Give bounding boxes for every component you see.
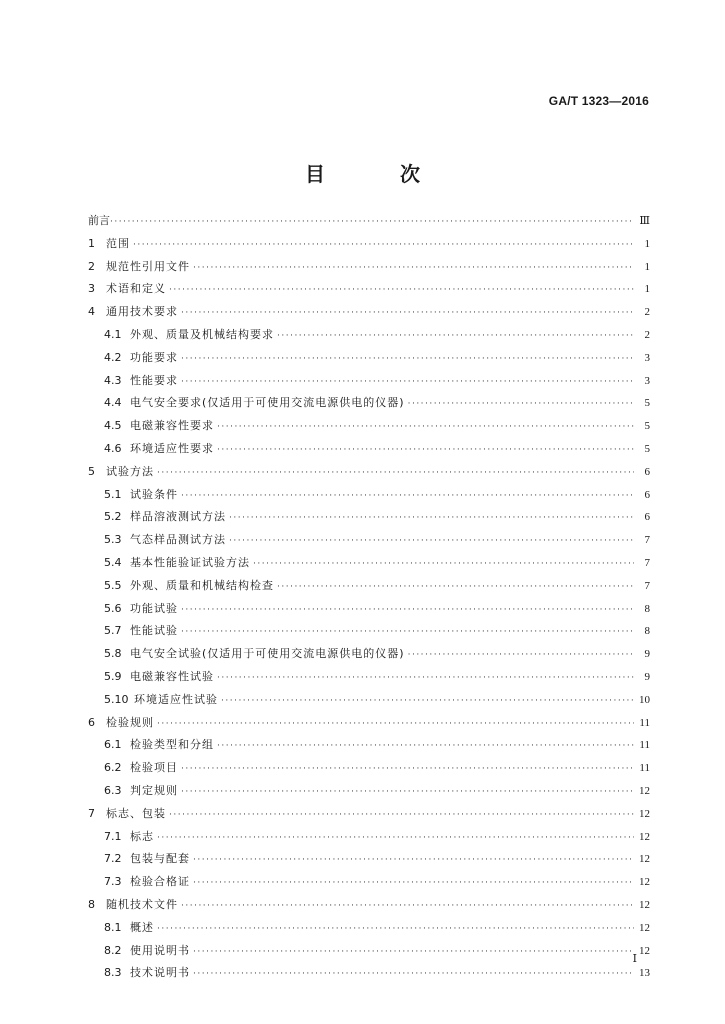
toc-entry-label: 检验规则 bbox=[106, 715, 154, 729]
toc-entry-page: 11 bbox=[639, 716, 650, 729]
toc-entry[interactable] bbox=[88, 944, 650, 967]
dot-leader bbox=[157, 717, 634, 731]
toc-entry-label: 检验类型和分组 bbox=[130, 738, 214, 752]
toc-entry[interactable] bbox=[88, 374, 650, 397]
dot-leader bbox=[193, 261, 634, 275]
toc-entry-label: 包装与配套 bbox=[130, 852, 190, 866]
toc-entry-number: 5 bbox=[88, 464, 95, 478]
page-title: 目 次 bbox=[305, 162, 454, 186]
dot-leader bbox=[221, 694, 634, 708]
toc-entry-number: 前言 bbox=[88, 214, 110, 227]
dot-leader bbox=[181, 785, 634, 799]
toc-entry-page: 13 bbox=[639, 967, 650, 980]
toc-entry[interactable] bbox=[88, 716, 650, 739]
toc-entry-label: 性能要求 bbox=[130, 373, 178, 387]
toc-entry-page: 11 bbox=[639, 739, 650, 752]
dot-leader bbox=[157, 922, 634, 936]
toc-entry-label: 规范性引用文件 bbox=[106, 259, 190, 273]
toc-entry-label: 基本性能验证试验方法 bbox=[130, 555, 250, 569]
toc-entry-page: 5 bbox=[644, 420, 650, 433]
toc-entry-number: 6.2 bbox=[104, 761, 122, 775]
toc-entry-label: 外观、质量和机械结构检查 bbox=[130, 578, 274, 592]
toc-entry-page: 8 bbox=[644, 625, 650, 638]
toc-entry-number: 6.3 bbox=[104, 783, 122, 797]
toc-entry[interactable] bbox=[88, 647, 650, 670]
dot-leader bbox=[169, 283, 634, 297]
toc-entry[interactable] bbox=[88, 533, 650, 556]
toc-entry-number: 7.3 bbox=[104, 875, 122, 889]
toc-entry[interactable] bbox=[88, 214, 650, 237]
toc-entry-page: 12 bbox=[639, 921, 650, 934]
toc-entry-page: 3 bbox=[644, 351, 650, 364]
toc-entry-label: 样品溶液测试方法 bbox=[130, 510, 226, 524]
toc-entry-page: 6 bbox=[644, 511, 650, 524]
toc-entry[interactable] bbox=[88, 282, 650, 305]
toc-entry-page: 8 bbox=[644, 602, 650, 615]
toc-entry-label: 试验条件 bbox=[130, 487, 178, 501]
toc-entry-label: 电磁兼容性试验 bbox=[130, 669, 214, 683]
toc-entry[interactable] bbox=[88, 830, 650, 853]
toc-entry[interactable] bbox=[88, 328, 650, 351]
toc-entry-page: Ⅲ bbox=[639, 215, 650, 227]
toc-entry-page: 12 bbox=[639, 898, 650, 911]
dot-leader bbox=[229, 534, 634, 548]
toc-entry-page: 11 bbox=[639, 762, 650, 775]
toc-entry-number: 4.2 bbox=[104, 350, 122, 364]
toc-entry-label: 环境适应性试验 bbox=[134, 692, 218, 706]
toc-entry-number: 7.2 bbox=[104, 852, 122, 866]
toc-entry-label: 电气安全要求(仅适用于可使用交流电源供电的仪器) bbox=[130, 396, 405, 410]
toc-entry-number: 7.1 bbox=[104, 829, 122, 843]
dot-leader bbox=[193, 876, 634, 890]
toc-entry-page: 12 bbox=[639, 830, 650, 843]
toc-entry-label: 检验项目 bbox=[130, 761, 178, 775]
dot-leader bbox=[181, 899, 634, 913]
toc-entry-page: 1 bbox=[644, 237, 650, 250]
toc-entry[interactable] bbox=[88, 670, 650, 693]
toc-entry-number: 6 bbox=[88, 715, 95, 729]
dot-leader bbox=[408, 648, 634, 662]
toc-entry-number: 5.7 bbox=[104, 624, 122, 638]
toc-entry[interactable] bbox=[88, 807, 650, 830]
toc-entry-page: 12 bbox=[639, 853, 650, 866]
dot-leader bbox=[277, 580, 634, 594]
toc-entry-label: 范围 bbox=[106, 236, 130, 250]
toc-entry-number: 5.8 bbox=[104, 647, 122, 661]
toc-entry-page: 12 bbox=[639, 784, 650, 797]
page-number: Ⅰ bbox=[632, 953, 637, 965]
toc-entry-label: 使用说明书 bbox=[130, 943, 190, 957]
toc-entry-number: 4.4 bbox=[104, 396, 122, 410]
toc-entry-page: 7 bbox=[644, 534, 650, 547]
toc-entry-page: 2 bbox=[644, 306, 650, 319]
toc-entry-label: 判定规则 bbox=[130, 783, 178, 797]
toc-entry-number: 8 bbox=[88, 897, 95, 911]
toc-entry[interactable] bbox=[88, 784, 650, 807]
table-of-contents bbox=[88, 214, 650, 989]
toc-entry-label: 概述 bbox=[130, 920, 154, 934]
toc-entry-label: 功能要求 bbox=[130, 350, 178, 364]
toc-entry-label: 随机技术文件 bbox=[106, 897, 178, 911]
toc-entry-page: 5 bbox=[644, 397, 650, 410]
dot-leader bbox=[110, 215, 634, 229]
toc-entry[interactable] bbox=[88, 602, 650, 625]
toc-entry-page: 5 bbox=[644, 442, 650, 455]
toc-entry[interactable] bbox=[88, 442, 650, 465]
toc-entry-page: 7 bbox=[644, 556, 650, 569]
dot-leader bbox=[253, 557, 634, 571]
toc-entry-number: 5.4 bbox=[104, 555, 122, 569]
toc-entry-label: 环境适应性要求 bbox=[130, 441, 214, 455]
dot-leader bbox=[169, 808, 634, 822]
toc-entry-page: 1 bbox=[644, 260, 650, 273]
toc-entry-page: 9 bbox=[644, 670, 650, 683]
toc-entry-number: 2 bbox=[88, 259, 95, 273]
dot-leader bbox=[181, 306, 634, 320]
toc-entry[interactable] bbox=[88, 738, 650, 761]
toc-entry[interactable] bbox=[88, 966, 650, 989]
toc-entry-page: 12 bbox=[639, 807, 650, 820]
toc-entry[interactable] bbox=[88, 556, 650, 579]
dot-leader bbox=[193, 853, 634, 867]
toc-entry-page: 6 bbox=[644, 465, 650, 478]
toc-entry-number: 5.5 bbox=[104, 578, 122, 592]
toc-entry[interactable] bbox=[88, 260, 650, 283]
toc-entry-page: 1 bbox=[644, 283, 650, 296]
toc-entry-label: 气态样品测试方法 bbox=[130, 533, 226, 547]
toc-entry[interactable] bbox=[88, 488, 650, 511]
toc-entry-number: 5.9 bbox=[104, 669, 122, 683]
toc-entry-page: 2 bbox=[644, 328, 650, 341]
toc-entry-label: 通用技术要求 bbox=[106, 305, 178, 319]
toc-entry-page: 9 bbox=[644, 648, 650, 661]
toc-entry[interactable] bbox=[88, 898, 650, 921]
toc-entry-label: 电气安全试验(仅适用于可使用交流电源供电的仪器) bbox=[130, 647, 405, 661]
toc-entry[interactable] bbox=[88, 351, 650, 374]
toc-entry[interactable] bbox=[88, 510, 650, 533]
toc-entry-label: 标志、包装 bbox=[106, 806, 166, 820]
toc-entry-page: 10 bbox=[639, 693, 650, 706]
toc-entry-page: 12 bbox=[639, 876, 650, 889]
toc-entry-label: 性能试验 bbox=[130, 624, 178, 638]
toc-entry-number: 4.6 bbox=[104, 441, 122, 455]
dot-leader bbox=[181, 489, 634, 503]
toc-entry-number: 4.3 bbox=[104, 373, 122, 387]
dot-leader bbox=[217, 420, 634, 434]
toc-entry-number: 3 bbox=[88, 282, 95, 296]
toc-entry-number: 5.3 bbox=[104, 533, 122, 547]
toc-entry-number: 5.1 bbox=[104, 487, 122, 501]
dot-leader bbox=[193, 967, 634, 981]
toc-entry-label: 试验方法 bbox=[106, 464, 154, 478]
toc-entry[interactable] bbox=[88, 761, 650, 784]
toc-entry-number: 1 bbox=[88, 236, 95, 250]
toc-entry[interactable] bbox=[88, 852, 650, 875]
toc-entry-number: 5.2 bbox=[104, 510, 122, 524]
dot-leader bbox=[181, 625, 634, 639]
toc-entry-label: 标志 bbox=[130, 829, 154, 843]
toc-entry-label: 功能试验 bbox=[130, 601, 178, 615]
toc-entry-number: 4 bbox=[88, 305, 95, 319]
dot-leader bbox=[277, 329, 634, 343]
toc-entry-number: 8.2 bbox=[104, 943, 122, 957]
dot-leader bbox=[133, 238, 634, 252]
dot-leader bbox=[193, 945, 634, 959]
dot-leader bbox=[157, 831, 634, 845]
toc-entry[interactable] bbox=[88, 237, 650, 260]
document-code: GA/T 1323—2016 bbox=[548, 94, 649, 108]
toc-entry-number: 4.1 bbox=[104, 327, 122, 341]
toc-entry[interactable] bbox=[88, 624, 650, 647]
toc-entry-number: 5.10 bbox=[104, 692, 129, 706]
toc-entry-number: 7 bbox=[88, 806, 95, 820]
dot-leader bbox=[217, 443, 634, 457]
dot-leader bbox=[217, 739, 634, 753]
toc-entry[interactable] bbox=[88, 419, 650, 442]
toc-entry-page: 6 bbox=[644, 488, 650, 501]
toc-entry-number: 8.3 bbox=[104, 966, 122, 980]
toc-entry-label: 术语和定义 bbox=[106, 282, 166, 296]
dot-leader bbox=[181, 375, 634, 389]
toc-entry-number: 6.1 bbox=[104, 738, 122, 752]
toc-entry[interactable] bbox=[88, 305, 650, 328]
toc-entry[interactable] bbox=[88, 579, 650, 602]
toc-entry[interactable] bbox=[88, 465, 650, 488]
toc-entry-number: 4.5 bbox=[104, 419, 122, 433]
toc-entry[interactable] bbox=[88, 875, 650, 898]
dot-leader bbox=[181, 352, 634, 366]
dot-leader bbox=[408, 397, 634, 411]
dot-leader bbox=[181, 603, 634, 617]
toc-entry-number: 5.6 bbox=[104, 601, 122, 615]
toc-entry[interactable] bbox=[88, 693, 650, 716]
toc-entry-label: 技术说明书 bbox=[130, 966, 190, 980]
toc-entry[interactable] bbox=[88, 396, 650, 419]
toc-entry[interactable] bbox=[88, 921, 650, 944]
dot-leader bbox=[217, 671, 634, 685]
toc-entry-page: 12 bbox=[639, 944, 650, 957]
dot-leader bbox=[157, 466, 634, 480]
toc-entry-page: 3 bbox=[644, 374, 650, 387]
toc-entry-label: 外观、质量及机械结构要求 bbox=[130, 327, 274, 341]
toc-entry-number: 8.1 bbox=[104, 920, 122, 934]
toc-entry-page: 7 bbox=[644, 579, 650, 592]
dot-leader bbox=[181, 762, 634, 776]
toc-entry-label: 电磁兼容性要求 bbox=[130, 419, 214, 433]
dot-leader bbox=[229, 511, 634, 525]
toc-entry-label: 检验合格证 bbox=[130, 875, 190, 889]
